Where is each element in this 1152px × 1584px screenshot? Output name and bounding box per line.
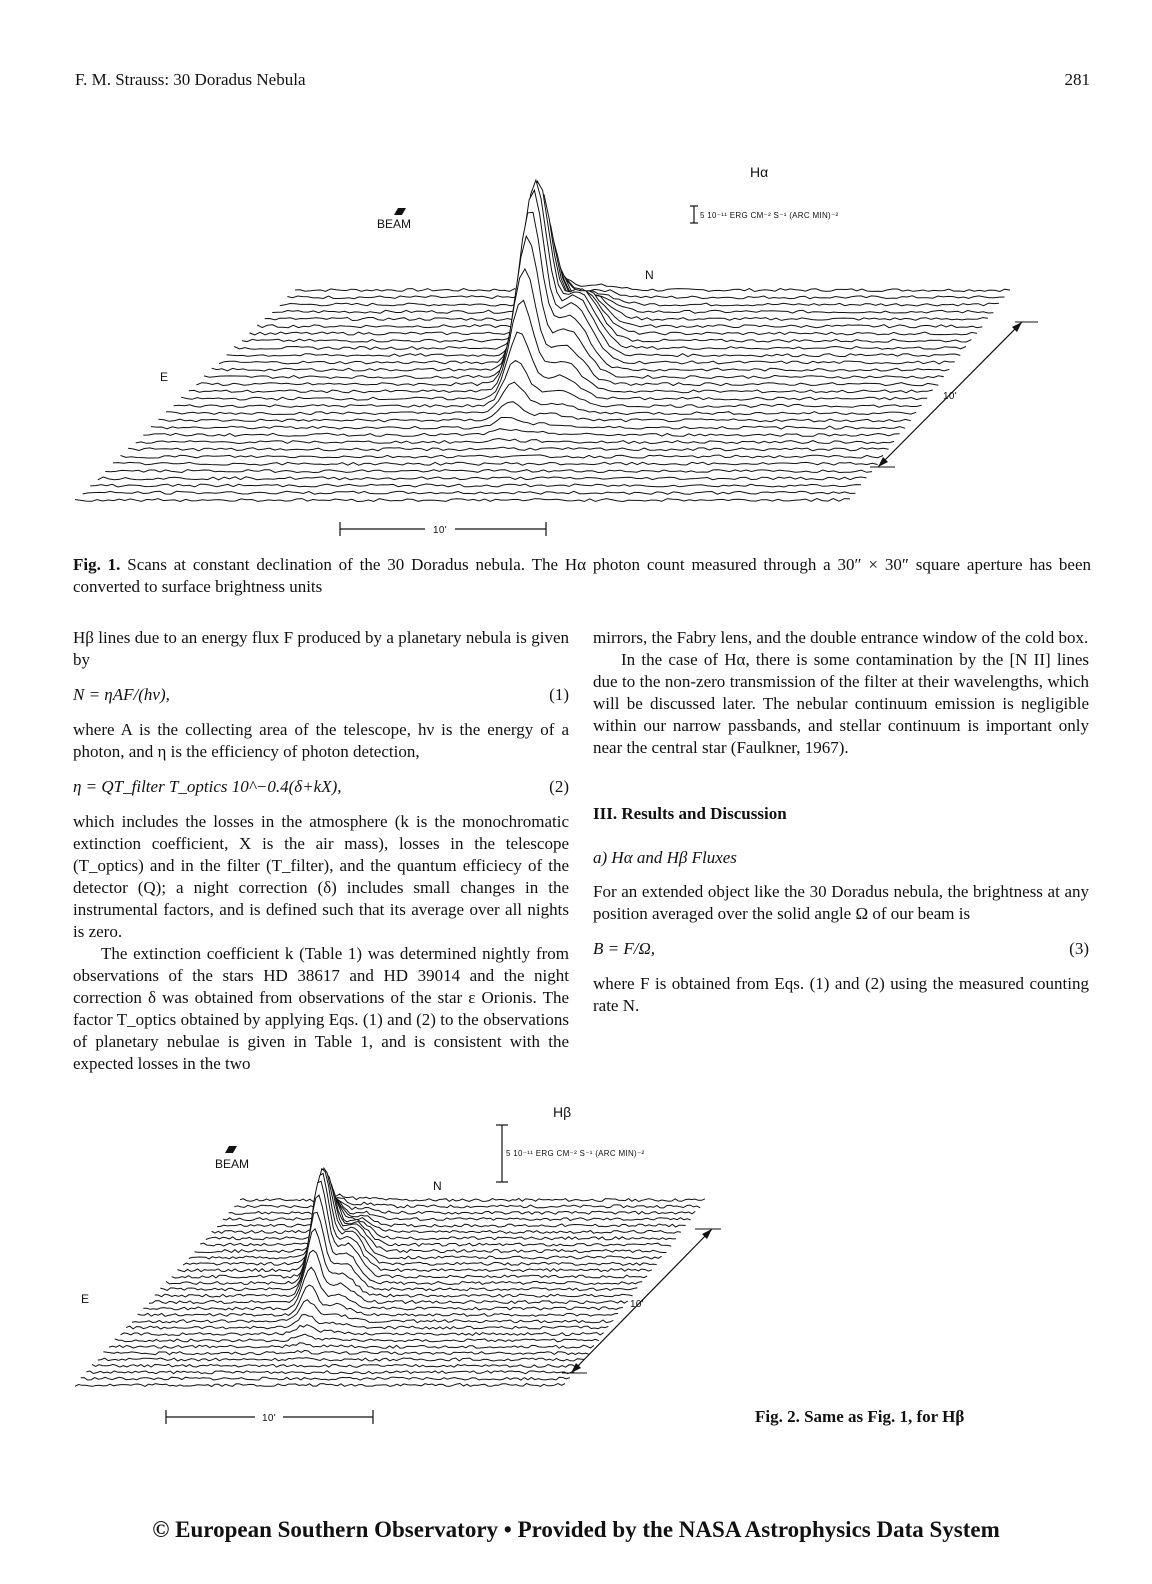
diagonal-scale-label: 10' xyxy=(943,391,957,402)
equation-1-number: (1) xyxy=(549,685,569,704)
scan-line xyxy=(90,484,861,487)
paragraph: For an extended object like the 30 Doradus nebula, the brightness at any position averaged over the solid angle Ω of our beam is xyxy=(593,882,1089,923)
running-title: F. M. Strauss: 30 Doradus Nebula xyxy=(75,70,306,89)
scan-line xyxy=(143,429,899,437)
paragraph: mirrors, the Fabry lens, and the double entrance window of the cold box. xyxy=(593,628,1089,647)
scan-line xyxy=(113,462,878,465)
horizontal-scale-label: 10' xyxy=(433,525,447,536)
scan-line xyxy=(75,1384,565,1387)
figure-1-caption-prefix: Fig. 1. xyxy=(73,555,121,574)
footer-credit: © European Southern Observatory • Provided by the NASA Astrophysics Data System xyxy=(152,1517,1000,1542)
page-number: 281 xyxy=(1064,70,1090,89)
equation-1-body: N = ηAF/(hν), xyxy=(73,685,170,704)
beam-icon xyxy=(394,208,406,215)
brightness-scale-bar xyxy=(690,206,698,223)
figure-2-scan-lines xyxy=(75,1168,705,1386)
paragraph: In the case of Hα, there is some contamination by the [N II] lines due to the non-zero transmission of the filter at their wavelengths, which will be discussed later. The nebular continuum emission is negligible within our narrow passbands, and stellar continuum is important only near the central star (Faulkner, 1967). xyxy=(593,650,1089,757)
equation-1 xyxy=(73,684,569,706)
north-label: N xyxy=(645,268,654,282)
right-column xyxy=(593,627,1089,1017)
beam-label: BEAM xyxy=(377,217,412,231)
equation-3-body: B = F/Ω, xyxy=(593,939,656,958)
north-label: N xyxy=(433,1179,442,1193)
scan-line xyxy=(223,1199,691,1221)
scan-line xyxy=(103,1350,589,1354)
beam-icon xyxy=(225,1146,237,1153)
line-label: Hβ xyxy=(553,1104,572,1120)
paragraph: Hβ lines due to an energy flux F produced by a planetary nebula is given by xyxy=(73,628,569,669)
scan-line xyxy=(227,180,961,357)
paragraph: which includes the losses in the atmosphere (k is the monochromatic extinction coefficient, X is the air mass), losses in the telescope (T_optics) and in the filter (T_filter), and the quantum efficiecy of the detector (Q); a night correction (δ) includes small changes in the instrumental factors, and is defined such that its average over all nights is zero. xyxy=(73,812,569,941)
scan-line xyxy=(109,1343,594,1348)
scan-line xyxy=(86,1371,574,1374)
scan-line xyxy=(280,268,999,306)
scan-line xyxy=(128,447,889,451)
scan-line xyxy=(98,1358,585,1361)
east-label: E xyxy=(160,370,169,384)
scan-line xyxy=(83,491,856,494)
figure-1-caption xyxy=(73,554,1091,598)
scale-bar-text: 5 10⁻¹¹ ERG CM⁻² S⁻¹ (ARC MIN)⁻² xyxy=(700,211,839,220)
scan-line xyxy=(240,1194,705,1202)
figure-2-plot xyxy=(65,1095,745,1440)
scan-line xyxy=(136,439,894,444)
subsection-heading: a) Hα and Hβ Fluxes xyxy=(593,848,737,867)
scale-bar-text: 5 10⁻¹¹ ERG CM⁻² S⁻¹ (ARC MIN)⁻² xyxy=(506,1149,645,1158)
scan-line xyxy=(81,1377,570,1380)
horizontal-scale-label: 10' xyxy=(262,1413,276,1424)
figure-1-plot xyxy=(60,105,1070,545)
scan-line xyxy=(98,477,867,480)
figure-2 xyxy=(65,1095,745,1440)
scan-line xyxy=(234,181,966,349)
figure-1-caption-text: Scans at constant declination of the 30 Doradus nebula. The Hα photon count measured through a 30″ × 30″ square aperture has been converted to surface brightness units xyxy=(73,555,1092,596)
equation-3-number: (3) xyxy=(1069,939,1089,958)
equation-3 xyxy=(593,938,1089,960)
figure-1 xyxy=(60,105,1070,545)
equation-2-number: (2) xyxy=(549,777,569,796)
equation-2-body: η = QT_filter T_optics 10^−0.4(δ+kX), xyxy=(73,777,342,796)
scan-line xyxy=(115,1334,599,1342)
figure-1-scan-lines xyxy=(75,180,1010,501)
diagonal-scale-label: 10' xyxy=(630,1299,644,1310)
equation-2 xyxy=(73,776,569,798)
scan-line xyxy=(121,455,884,458)
beam-label: BEAM xyxy=(215,1157,250,1171)
scan-line xyxy=(92,1364,579,1367)
figure-2-caption: Fig. 2. Same as Fig. 1, for Hβ xyxy=(755,1407,965,1426)
east-label: E xyxy=(81,1292,90,1306)
line-label: Hα xyxy=(750,164,769,180)
scan-line xyxy=(75,499,850,502)
scan-line xyxy=(105,470,872,473)
left-column xyxy=(73,627,569,1075)
paragraph: where F is obtained from Eqs. (1) and (2) using the measured counting rate N. xyxy=(593,974,1089,1015)
paragraph: where A is the collecting area of the telescope, hν is the energy of a photon, and η is the efficiency of photon detection, xyxy=(73,720,569,761)
paragraph: The extinction coefficient k (Table 1) was determined nightly from observations of the stars HD 38617 and HD 39014 and the night correction δ was obtained from observations of the star ε Orionis. The factor T_optics obtained by applying Eqs. (1) and (2) to the observations of planetary nebulae is given in Table 1, and is consistent with the expected losses in the two xyxy=(73,944,569,1073)
section-heading: III. Results and Discussion xyxy=(593,804,787,823)
